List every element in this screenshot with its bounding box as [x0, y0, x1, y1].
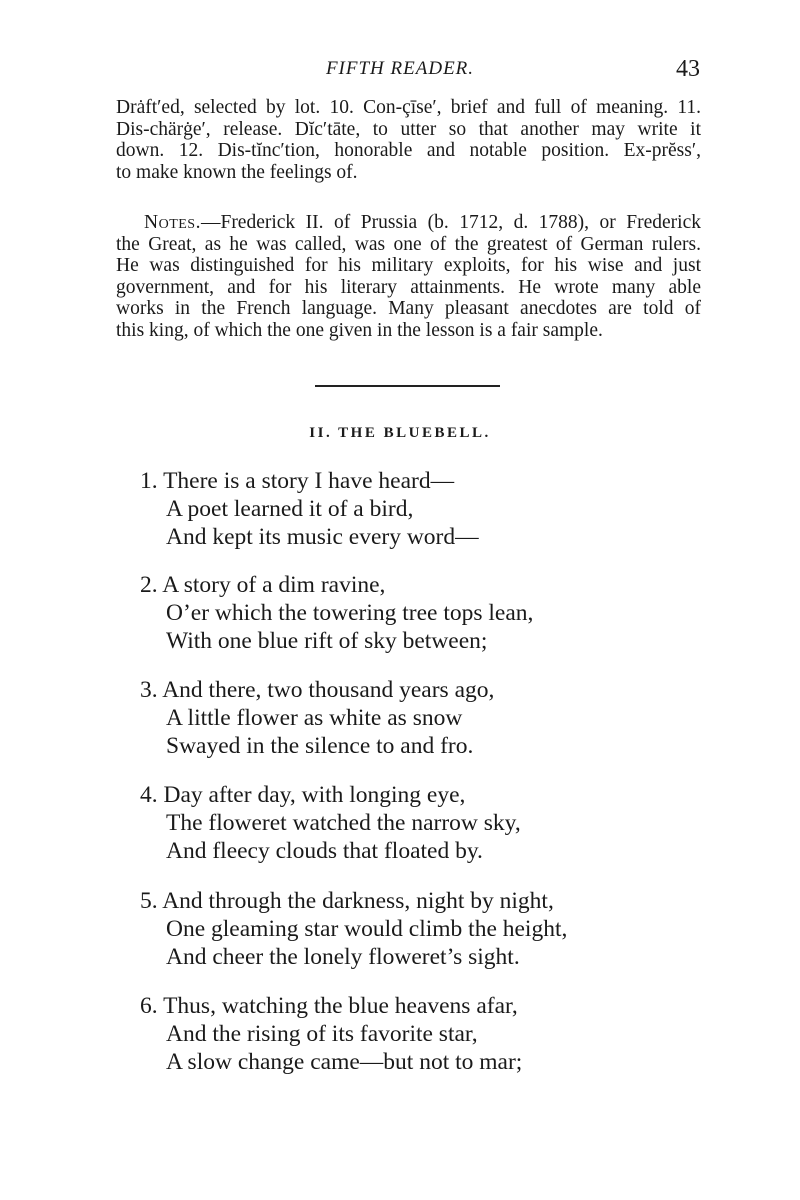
notes-paragraph: [116, 212, 701, 341]
poem-line: 1. There is a story I have heard—: [140, 468, 455, 494]
definition-line: Dis-chärġe′, release. Dĭc′tāte, to utter so that another may write it: [116, 118, 701, 140]
poem-line: 5. And through the darkness, night by night,: [140, 888, 554, 914]
page-number: 43: [676, 56, 700, 82]
section-divider: [315, 385, 500, 387]
poem-stanza: [140, 467, 700, 551]
running-title: FIFTH READER.: [325, 58, 475, 79]
poem-line: 4. Day after day, with longing eye,: [140, 782, 466, 808]
lesson-title: II. THE BLUEBELL.: [309, 425, 491, 441]
poem-line: And cheer the lonely floweret’s sight.: [166, 944, 520, 970]
poem-stanza: [140, 781, 700, 865]
notes-line: [116, 212, 701, 234]
poem-line: And the rising of its favorite star,: [166, 1021, 478, 1047]
poem-line: 3. And there, two thousand years ago,: [140, 677, 495, 703]
poem-stanza: [140, 571, 700, 655]
poem-line: 2. A story of a dim ravine,: [140, 572, 386, 598]
poem-stanza: [140, 887, 700, 971]
poem-stanza: [140, 992, 700, 1076]
poem-line: And fleecy clouds that floated by.: [166, 838, 483, 864]
poem-line: Swayed in the silence to and fro.: [166, 733, 474, 759]
definition-line: to make known the feelings of.: [116, 161, 358, 183]
running-head: [0, 56, 800, 86]
poem-line: A slow change came—but not to mar;: [166, 1049, 523, 1075]
poem-line: A little flower as white as snow: [166, 705, 463, 731]
poem-line: A poet learned it of a bird,: [166, 496, 414, 522]
notes-text: —Frederick II. of Prussia (b. 1712, d. 1788), or Frederick: [200, 212, 701, 233]
definition-line: down. 12. Dis-tĭnc′tion, honorable and notable position. Ex-prĕss′,: [116, 140, 701, 161]
definitions-paragraph: [116, 97, 701, 183]
notes-line: works in the French language. Many pleasant anecdotes are told of: [116, 298, 701, 319]
poem-line: 6. Thus, watching the blue heavens afar,: [140, 993, 518, 1019]
poem-line: The floweret watched the narrow sky,: [166, 810, 521, 836]
notes-line: government, and for his literary attainments. He wrote many able: [116, 276, 701, 298]
poem-stanza: [140, 676, 700, 760]
poem-line: With one blue rift of sky between;: [166, 628, 488, 654]
definition-line: Drȧft′ed, selected by lot. 10. Con-çīse′, brief and full of meaning. 11.: [116, 97, 701, 118]
poem-line: And kept its music every word—: [166, 524, 479, 550]
notes-label: Notes.: [144, 212, 201, 233]
poem-line: O’er which the towering tree tops lean,: [166, 600, 534, 626]
poem-line: One gleaming star would climb the height,: [166, 916, 568, 942]
notes-line: He was distinguished for his military exploits, for his wise and just: [116, 255, 701, 276]
notes-line: this king, of which the one given in the lesson is a fair sample.: [116, 319, 603, 341]
notes-line: the Great, as he was called, was one of the greatest of German rulers.: [116, 233, 701, 255]
